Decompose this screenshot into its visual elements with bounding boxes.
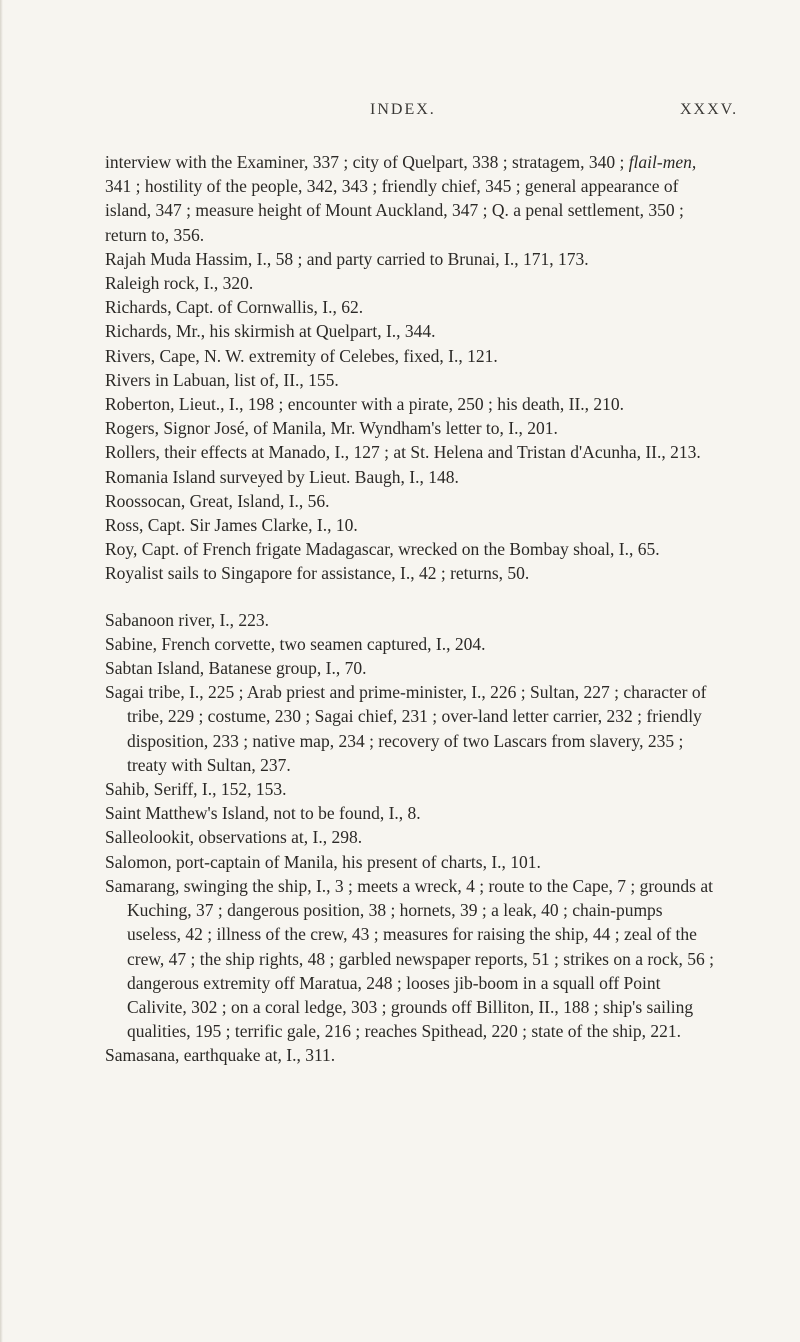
index-entries (105, 150, 715, 1068)
entry-text: interview with the Examiner, 337 ; city of Quelpart, 338 ; stratagem, 340 ; (105, 152, 625, 172)
index-entry: Sahib, Seriff, I., 152, 153. (105, 779, 287, 800)
running-header (0, 101, 800, 125)
index-entry: Rivers, Cape, N. W. extremity of Celebes, fixed, I., 121. (105, 345, 498, 366)
index-entry: Rogers, Signor José, of Manila, Mr. Wyndham's letter to, I., 201. (105, 418, 558, 439)
index-entry: Richards, Mr., his skirmish at Quelpart, I., 344. (105, 321, 436, 342)
index-entry: Rollers, their effects at Manado, I., 127 ; at St. Helena and Tristan d'Acunha, II., 213. (105, 442, 701, 463)
index-entry: Rivers in Labuan, list of, II., 155. (105, 369, 339, 390)
index-entry: Samarang, swinging the ship, I., 3 ; meets a wreck, 4 ; route to the Cape, 7 ; grounds at Kuching, 37 ; dangerous position, 38 ; hornets, 39 ; a leak, 40 ; chain-pumps useless, 42 ; illness of the crew, 43 ; measures for raising the ship, 44 ; zeal of the crew, 47 ; the ship rights, 48 ; garbled newspaper reports, 51 ; strikes on a rock, 56 ; dangerous extremity off Maratua, 248 ; looses jib-boom in a squall off Point Calivite, 302 ; on a coral ledge, 303 ; grounds off Billiton, II., 188 ; ship's sailing qualities, 195 ; terrific gale, 216 ; reaches Spithead, 220 ; state of the ship, 221. (105, 875, 714, 1042)
index-entry: Saint Matthew's Island, not to be found, I., 8. (105, 803, 421, 824)
index-entry: Sabine, French corvette, two seamen captured, I., 204. (105, 633, 486, 654)
index-entry: Raleigh rock, I., 320. (105, 273, 254, 294)
index-entry: Sabanoon river, I., 223. (105, 609, 270, 630)
index-entry: Roossocan, Great, Island, I., 56. (105, 490, 330, 511)
index-entry: Sagai tribe, I., 225 ; Arab priest and prime-minister, I., 226 ; Sultan, 227 ; character of tribe, 229 ; costume, 230 ; Sagai chief, 231 ; over-land letter carrier, 232 ; friendly disposition, 233 ; native map, 234 ; recovery of two Lascars from slavery, 235 ; treaty with Sultan, 237. (105, 682, 707, 775)
index-entry: Royalist sails to Singapore for assistance, I., 42 ; returns, 50. (105, 563, 530, 584)
entry-text: 341 ; hostility of the people, 342, 343 ; friendly chief, 345 ; general appearance of island, 347 ; measure height of Mount Auckland, 347 ; Q. a penal settlement, 350 ; return to, 356. (105, 176, 684, 245)
index-entry: Richards, Capt. of Cornwallis, I., 62. (105, 297, 364, 318)
index-entry: Sabtan Island, Batanese group, I., 70. (105, 658, 367, 679)
entry-italic-text: flail-men, (628, 152, 697, 172)
index-entry: Samasana, earthquake at, I., 311. (105, 1045, 336, 1066)
index-entry-continuation (105, 150, 715, 247)
page-fold-shadow (0, 0, 3, 1342)
index-entry: Roy, Capt. of French frigate Madagascar, wrecked on the Bombay shoal, I., 65. (105, 539, 660, 560)
index-entry: Romania Island surveyed by Lieut. Baugh, I., 148. (105, 466, 459, 487)
index-entry: Ross, Capt. Sir James Clarke, I., 10. (105, 515, 358, 536)
index-entry: Salomon, port-captain of Manila, his present of charts, I., 101. (105, 851, 541, 872)
page-number: XXXV. (680, 101, 739, 118)
index-entry: Roberton, Lieut., I., 198 ; encounter with a pirate, 250 ; his death, II., 210. (105, 394, 625, 415)
index-entry: Rajah Muda Hassim, I., 58 ; and party carried to Brunai, I., 171, 173. (105, 248, 589, 269)
header-title: INDEX. (370, 101, 436, 118)
index-entry: Salleolookit, observations at, I., 298. (105, 827, 363, 848)
